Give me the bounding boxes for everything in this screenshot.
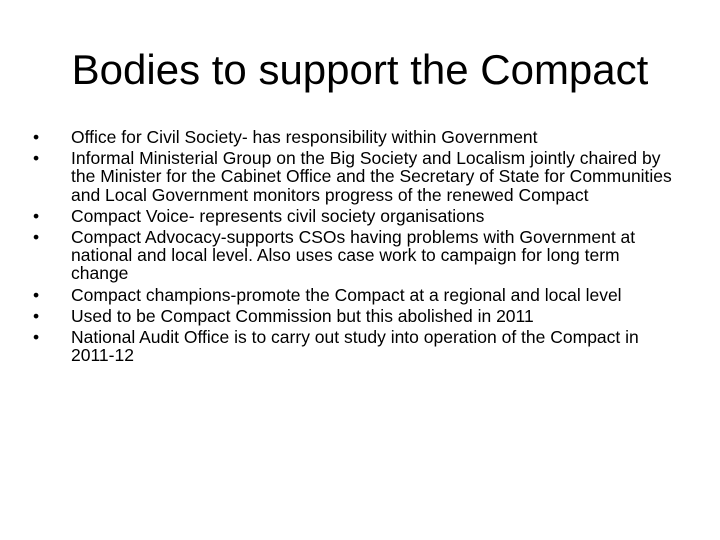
bullet-icon: • [33,305,40,326]
list-item-text: Compact champions-promote the Compact at a regional and local level [71,284,622,305]
list-item-text: Used to be Compact Commission but this abolished in 2011 [71,305,534,326]
list-item [33,207,673,225]
list-item [33,128,673,146]
list-item-text: Compact Voice- represents civil society organisations [71,205,485,226]
list-item-text: Office for Civil Society- has responsibility within Government [71,127,538,147]
list-item [33,328,673,364]
list-item [33,149,673,204]
slide-title: Bodies to support the Compact [71,46,649,93]
bullet-icon: • [33,327,40,348]
bullet-icon: • [33,227,40,248]
list-item-text: Compact Advocacy-supports CSOs having problems with Government at national and local level. Also uses case work to campaign for long term change [71,227,636,284]
bullet-icon: • [33,284,40,305]
list-item-text: National Audit Office is to carry out study into operation of the Compact in 2011-12 [71,327,639,366]
list-item [33,286,673,304]
list-item-text: Informal Ministerial Group on the Big Society and Localism jointly chaired by the Minister for the Cabinet Office and the Secretary of State for Communities and Local Government monitors progress of the renewed Compact [71,148,672,205]
bullet-list [33,128,673,367]
bullet-icon: • [33,127,40,147]
bullet-icon: • [33,205,40,226]
list-item [33,228,673,283]
list-item [33,307,673,325]
bullet-icon: • [33,148,40,169]
